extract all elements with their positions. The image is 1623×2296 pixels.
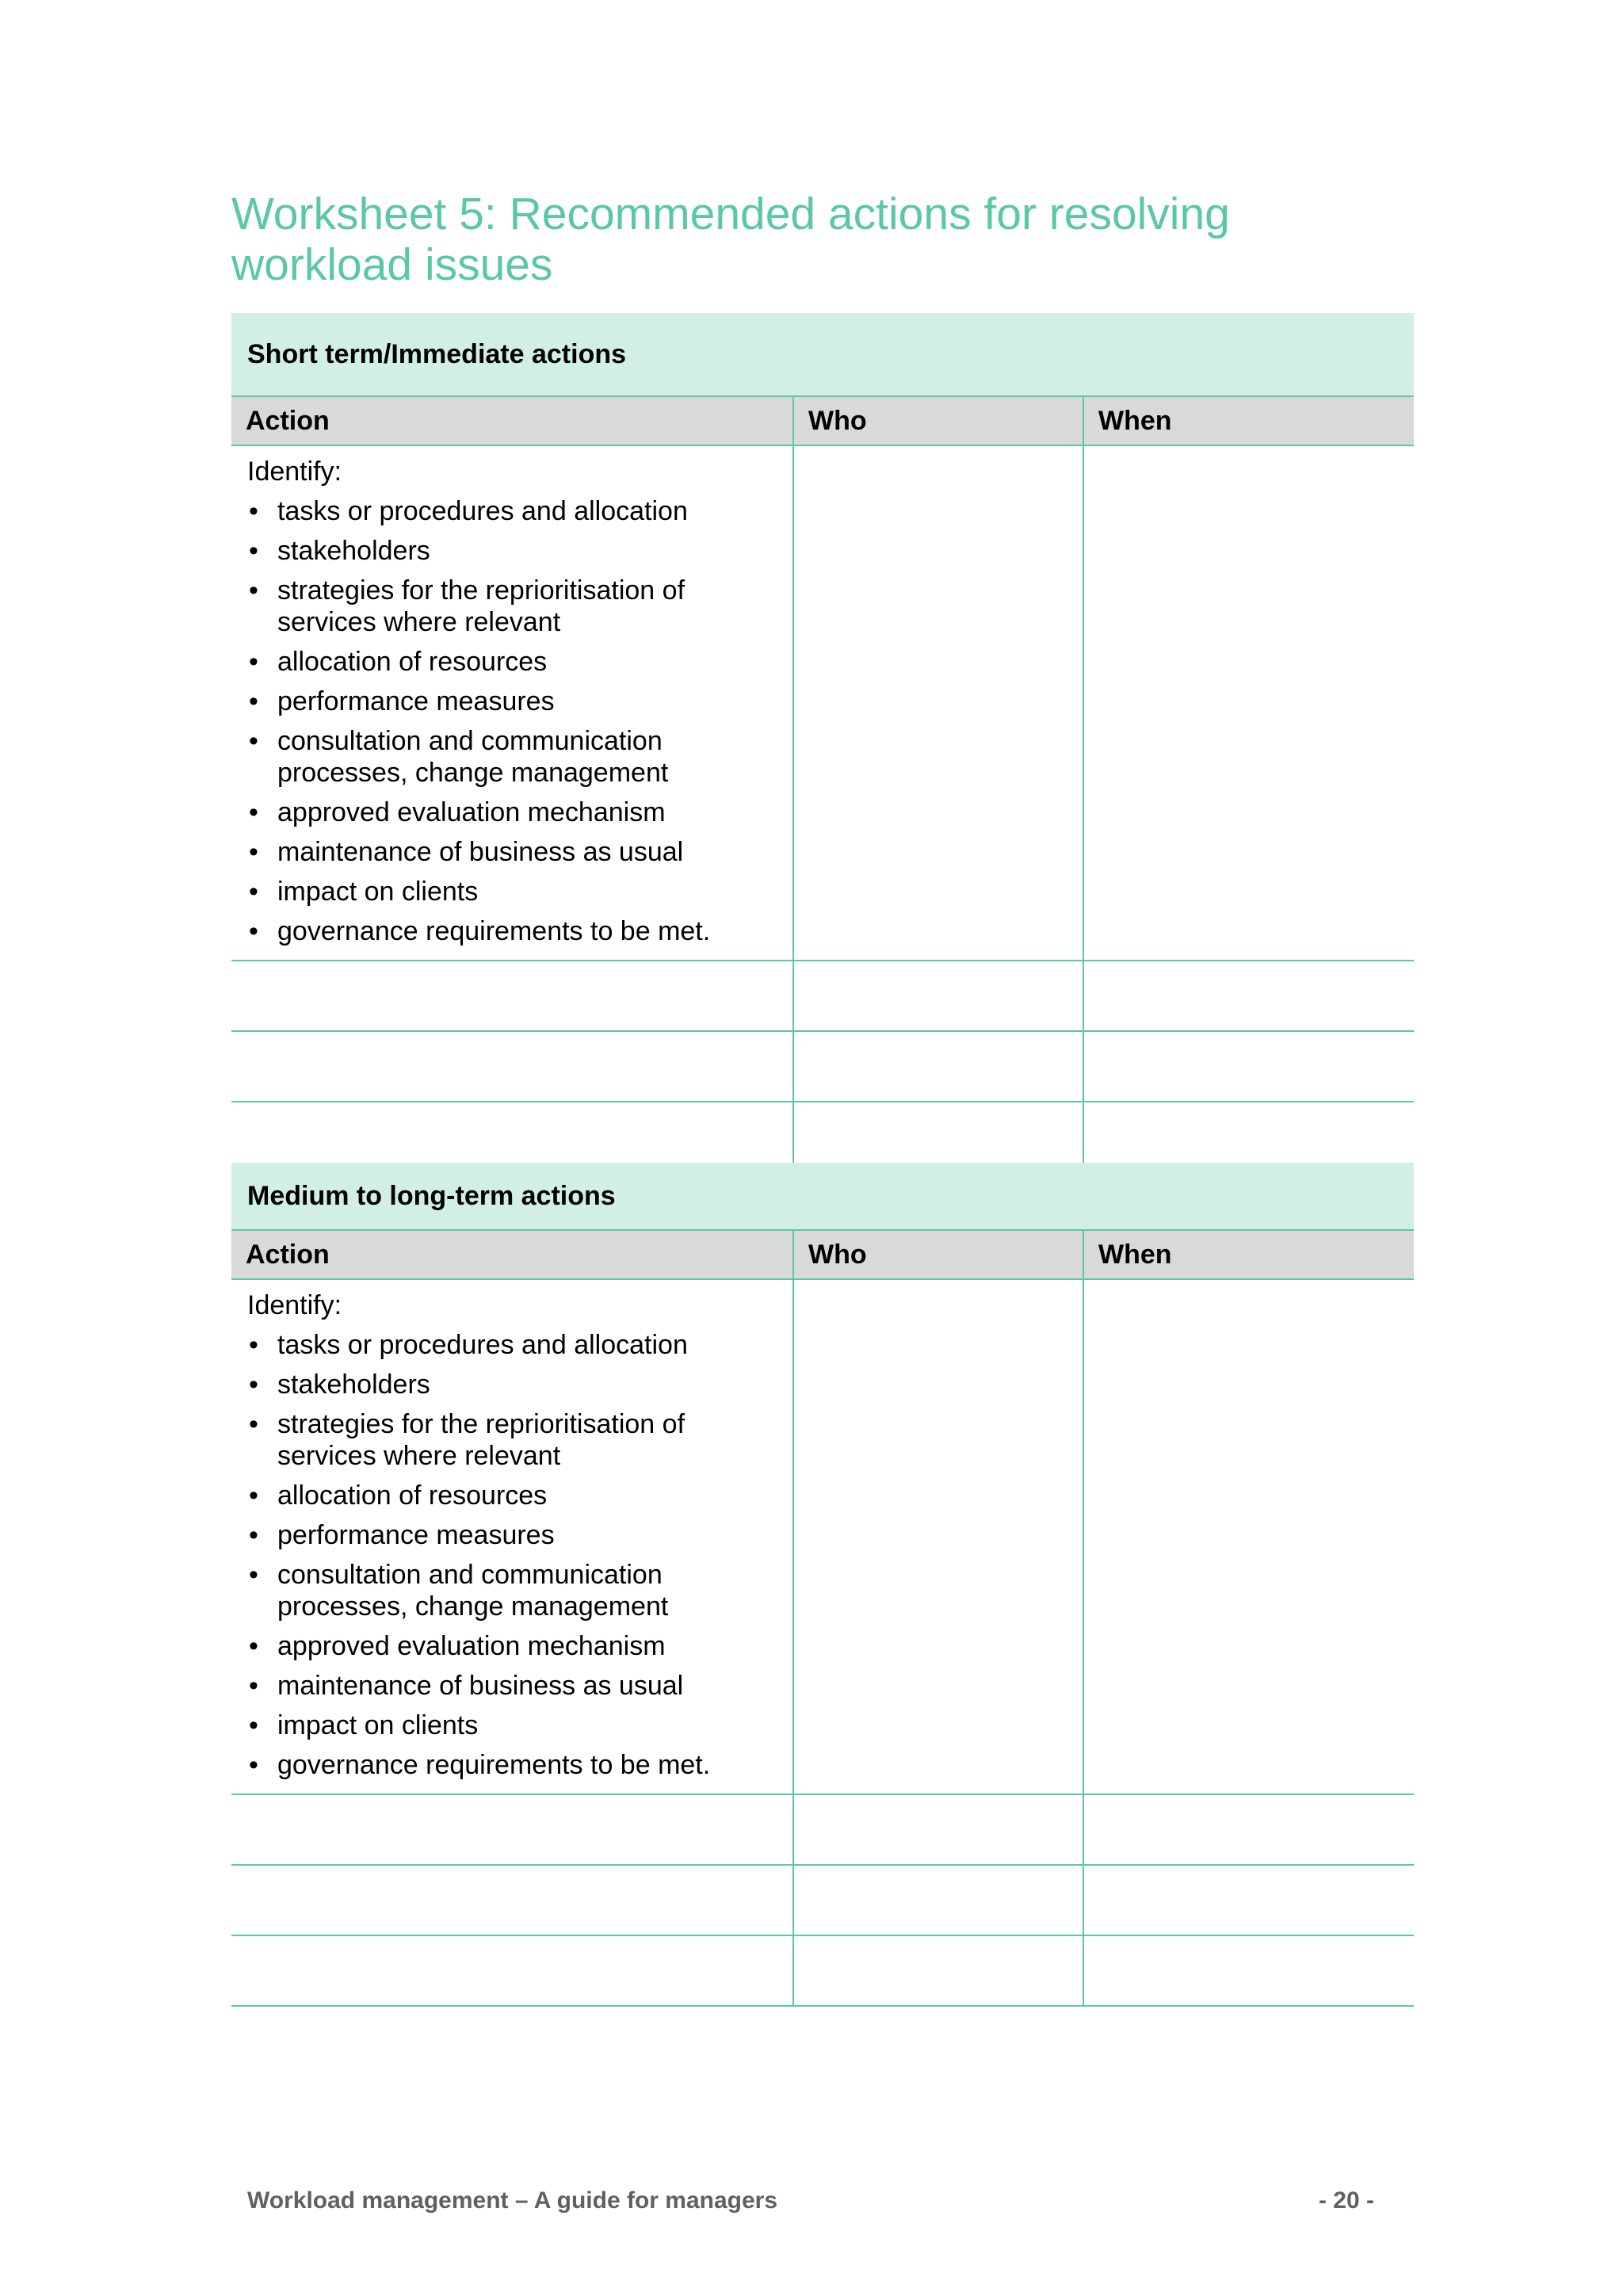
action-cell[interactable]: [231, 961, 793, 1031]
when-cell[interactable]: [1083, 1279, 1414, 1794]
who-cell[interactable]: [793, 1865, 1083, 1935]
bullet-icon: •: [249, 496, 258, 526]
bullet-icon: •: [249, 1520, 258, 1550]
bullet-icon: •: [249, 647, 258, 677]
action-cell[interactable]: [231, 1031, 793, 1102]
bullet-icon: •: [249, 1710, 258, 1740]
list-item: • performance measures: [249, 1520, 555, 1550]
list-item: • governance requirements to be met.: [249, 1750, 711, 1780]
list-item: • approved evaluation mechanism: [249, 797, 666, 827]
who-cell[interactable]: [793, 1935, 1083, 2006]
who-cell[interactable]: [793, 445, 1083, 961]
column-header-when: When: [1083, 1230, 1414, 1279]
list-item: • consultation and communication processes, change management: [249, 726, 669, 788]
list-item: • maintenance of business as usual: [249, 837, 684, 867]
when-cell[interactable]: [1083, 1794, 1414, 1865]
list-item: • tasks or procedures and allocation: [249, 496, 688, 526]
list-item: • allocation of resources: [249, 1480, 548, 1511]
bullet-icon: •: [249, 877, 258, 907]
table-row: [231, 1102, 1414, 1172]
column-header-action: Action: [231, 1230, 793, 1279]
table-row: [231, 1865, 1414, 1935]
list-item: • stakeholders: [249, 1370, 430, 1400]
bullet-icon: •: [249, 686, 258, 716]
list-item: • tasks or procedures and allocation: [249, 1330, 688, 1360]
when-cell[interactable]: [1083, 445, 1414, 961]
action-list: [247, 495, 792, 947]
when-cell[interactable]: [1083, 1865, 1414, 1935]
bullet-icon: •: [249, 1480, 258, 1511]
bullet-icon: •: [249, 1330, 258, 1360]
action-cell[interactable]: [231, 1935, 793, 2006]
list-item: • governance requirements to be met.: [249, 916, 711, 946]
action-list: [247, 1329, 792, 1781]
bullet-icon: •: [249, 797, 258, 827]
bullet-icon: •: [249, 1631, 258, 1661]
action-cell[interactable]: [231, 445, 793, 961]
footer-document-title: Workload management – A guide for managers: [247, 2187, 778, 2214]
action-cell[interactable]: [231, 1865, 793, 1935]
column-header-action: Action: [231, 396, 793, 445]
action-cell[interactable]: [231, 1279, 793, 1794]
bullet-icon: •: [249, 1560, 258, 1590]
identify-label: Identify:: [247, 1290, 342, 1320]
list-item: • strategies for the reprioritisation of services where relevant: [249, 575, 685, 637]
bullet-icon: •: [249, 1671, 258, 1701]
bullet-icon: •: [249, 726, 258, 756]
short-term-actions-table: [231, 313, 1414, 1173]
who-cell[interactable]: [793, 1279, 1083, 1794]
action-cell[interactable]: [231, 1102, 793, 1172]
list-item: • impact on clients: [249, 877, 479, 907]
list-item: • impact on clients: [249, 1710, 479, 1740]
bullet-icon: •: [249, 916, 258, 946]
bullet-icon: •: [249, 575, 258, 606]
who-cell[interactable]: [793, 1031, 1083, 1102]
footer-page-number: - 20 -: [1318, 2187, 1374, 2214]
bullet-icon: •: [249, 1409, 258, 1439]
table-row: [231, 1031, 1414, 1102]
page-title: Worksheet 5: Recommended actions for resolving workload issues: [231, 189, 1230, 290]
when-cell[interactable]: [1083, 961, 1414, 1031]
column-header-who: Who: [793, 396, 1083, 445]
identify-label: Identify:: [247, 457, 342, 487]
table-row: [231, 1935, 1414, 2006]
table-row: [231, 961, 1414, 1031]
list-item: • performance measures: [249, 686, 555, 716]
when-cell[interactable]: [1083, 1102, 1414, 1172]
bullet-icon: •: [249, 536, 258, 566]
section-heading: Medium to long-term actions: [231, 1163, 1414, 1230]
list-item: • maintenance of business as usual: [249, 1671, 684, 1701]
list-item: • approved evaluation mechanism: [249, 1631, 666, 1661]
bullet-icon: •: [249, 837, 258, 867]
table-row: [231, 1794, 1414, 1865]
when-cell[interactable]: [1083, 1935, 1414, 2006]
bullet-icon: •: [249, 1370, 258, 1400]
list-item: • stakeholders: [249, 536, 430, 566]
who-cell[interactable]: [793, 961, 1083, 1031]
column-header-when: When: [1083, 396, 1414, 445]
column-header-who: Who: [793, 1230, 1083, 1279]
when-cell[interactable]: [1083, 1031, 1414, 1102]
list-item: • allocation of resources: [249, 647, 548, 677]
who-cell[interactable]: [793, 1794, 1083, 1865]
bullet-icon: •: [249, 1750, 258, 1780]
list-item: • consultation and communication processes, change management: [249, 1560, 669, 1622]
section-heading: Short term/Immediate actions: [231, 313, 1414, 396]
medium-long-term-actions-table: [231, 1163, 1414, 2007]
action-cell[interactable]: [231, 1794, 793, 1865]
who-cell[interactable]: [793, 1102, 1083, 1172]
list-item: • strategies for the reprioritisation of services where relevant: [249, 1409, 685, 1471]
